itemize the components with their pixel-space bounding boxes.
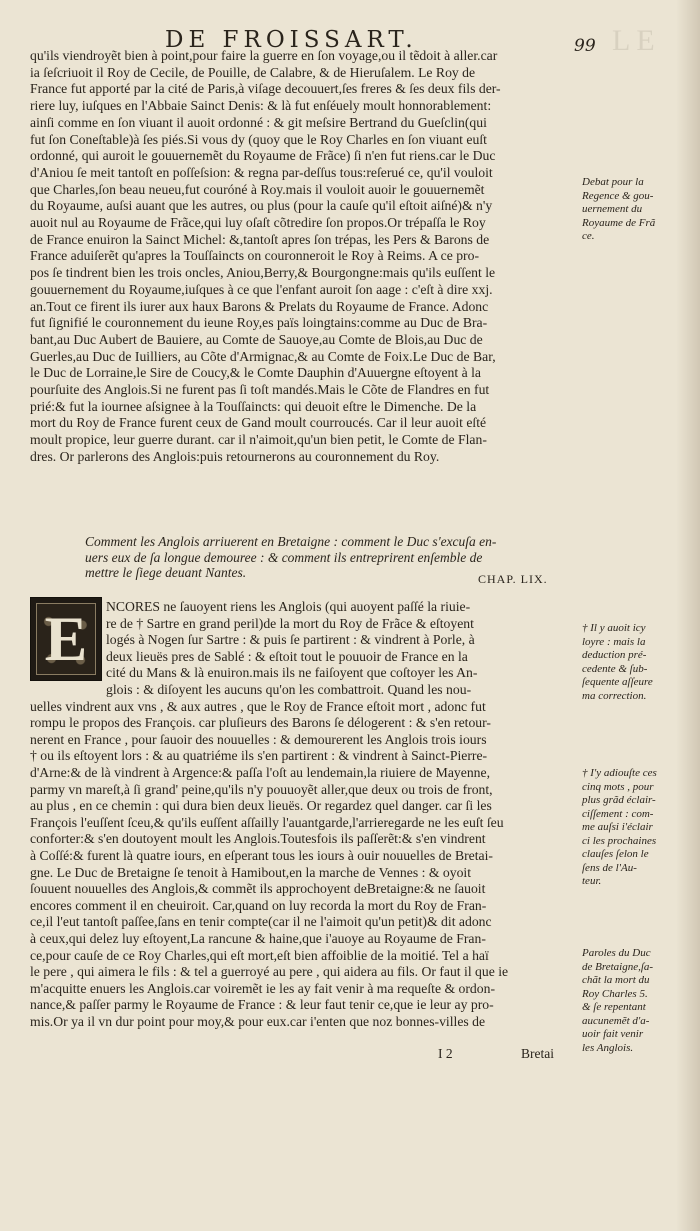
signature-mark: I 2 [438,1046,453,1061]
text-line: à Coſſé:& furent là quatre iours, en eſperant tous les iours à ouir nouuelles de Bretai- [30,848,493,863]
text-line: France aduiſerẽt qu'apres la Touſſaincts on couronneroit le Roy à Reims. A ce pro- [30,248,480,264]
text-line: riere luy, iuſques en l'Abbaie Sainct Denis: & là fut enſéuely moult honnorablement: [30,98,492,114]
text-line: ſouuent nouuelles des Anglois,& commẽt ils approchoyent deBretaigne:& ne ſauoit [30,881,486,897]
side-note-line: uoir fait venir [582,1028,644,1040]
text-line: re de † Sartre en grand peril)de la mort du Roy de Frãce & eſtoyent [106,615,474,631]
side-note-line: † I'y adiouſte ces [582,767,657,779]
running-header: DE FROISSART. [165,27,418,53]
decorated-initial [30,597,102,681]
text-line: au plus , en ce chemin : qui dura bien deux lieuës. Or regardez quel danger. car ſi les [30,798,492,814]
text-line: fut ſon Coneſtable)à ſes piés.Si vous dy (quoy que le Roy Charles en ſon viuant euſt [30,131,487,147]
text-line: rompu le propos des François. car pluſieurs des Barons ſe délogerent : & s'en retour- [30,715,491,731]
side-note-line: cinq mots , pour [582,780,654,793]
text-line: moult propice, leur guerre durant. car il n'aimoit,qu'un bien petit, le Comte de Flan- [30,432,487,448]
side-note-line: Roy Charles 5. [582,987,648,1000]
text-line: an.Tout ce firent ils iurer aux haux Barons & Prelats du Royaume de France. Adonc [30,298,489,314]
text-line: le Duc de Lorraine,le Sire de Coucy,& le Comte Dauphin d'Auuergne eſtoyent à la [30,365,481,381]
side-note-line: Paroles du Duc [582,947,651,959]
text-line: nance,& paſſer parmy le Royaume de France : & leur faut tenir ce,que ie leur ay pro- [30,997,494,1013]
text-line: qu'ils viendroyẽt bien à point,pour faire la guerre en ſon voyage,ou il tẽdoit à aller.car [30,48,498,63]
text-line: pos ſe tindrent bien les trois oncles, Aniou,Berry,& Bourgongne:mais qu'ils euſſent le [30,265,496,281]
text-line: ordonné, qui auroit le gouuernemẽt du Royaume de Frãce) ſi n'en fut riens.car le Duc [30,148,496,164]
text-line: logés à Nogen ſur Sartre : & puis ſe partirent : & vindrent à Porle, à [106,632,475,648]
side-note-line: de Bretaigne,ſa- [582,960,654,973]
text-line: parmy vn mareſt,à ſi grand' peine,qu'ils n'y pouuoyẽt aller,que deux ou trois de front, [30,781,493,797]
side-note-line: & ſe repentant [582,1001,646,1013]
text-line: pourſuite des Anglois.Si ne furent pas ſi toſt mandés.Mais le Cõte de Flandres en fut [30,382,490,397]
side-note-line: teur. [582,875,602,887]
initial-letter: E [44,603,88,674]
text-line: bant,au Duc Aubert de Bauiere, au Comte de Sauoye,au Comte de Blois,au Duc de [30,331,483,347]
side-note-line: Regence & gou- [582,189,654,202]
side-note-line: cedente & ſub- [582,662,648,675]
text-line: nerent en France , pour ſauoir des nouuelles : & demourerent les Anglois trois iours [30,731,487,747]
side-note [582,622,686,703]
text-line: ia ſeſcriuoit il Roy de Cecile, de Pouille, de Calabre, & de Hieruſalem. Le Roy de [30,64,476,80]
text-line: mis.Or ya il vn dur point pour moy,& pour eux.car i'enten que noz bonnes-villes de [30,1014,486,1029]
text-line: François l'euſſent ſceu,& qu'ils euſſent aſſailly l'auantgarde,l'arrieregarde ne les euſt ſeu [30,814,504,830]
text-line: † ou ils eſtoyent lors : & au quatriéme ils s'en partirent : & vindrent à Sainct-Pierre- [30,748,488,764]
side-note-line: les Anglois. [582,1041,634,1054]
side-note-line: plus grãd éclair- [582,794,656,806]
side-note-line: ce. [582,230,595,242]
text-line: d'Arne:& de là vindrent à Argence:& paſſa l'oſt au lendemain,la riuiere de Mayenne, [30,765,491,780]
text-line: d'Aniou ſe meit tantoſt en poſſeſsion: & regna par-deſſus tous:reſerué ce, qu'il vouloit [30,164,493,180]
side-note-line: deduction pré- [582,649,647,661]
text-line: Guerles,au Duc de Iuilliers, au Cõte d'Armignac,& au Comte de Foix.Le Duc de Bar, [30,348,496,364]
text-line: France fut apporté par la cité de Paris,à viſage decouuert,ſes freres & ſes deux fils der- [30,81,501,97]
show-through-text: LE [612,24,661,57]
text-line: que Charles,ſon beau neueu,fut couróné à Roy.mais il vouloit auoir le gouuernemẽt [30,181,485,197]
catchword: Bretai [521,1046,554,1061]
text-line: encores comment il en cheuiroit. Car,quand on luy recorda la mort du Roy de Fran- [30,897,487,913]
side-note-line: loyre : mais la [582,635,646,648]
side-note-line: me auſsi i'éclair [582,821,653,833]
text-line: ainſi comme en ſon viuant il auoit ordonné : & git meſsire Bertrand du Gueſclin(qui [30,114,487,130]
text-line: de France enuiron la Sainct Michel: &,tantoſt apres ſon trépas, les Pers & Barons de [30,231,490,247]
text-line: deux lieuës pres de Sablé : & eſtoit tout le pouuoir de France en la [106,648,468,664]
side-note [582,767,686,889]
side-note-line: ciſſement : com- [582,807,654,820]
side-note-line: chãt la mort du [582,974,650,986]
text-line: Comment les Anglois arriuerent en Bretaigne : comment le Duc s'excuſa en- [85,534,497,549]
text-line: fut ſignifié le couronnement du ieune Roy,es païs loingtains:comme au Duc de Bra- [30,315,488,331]
text-line: NCORES ne ſauoyent riens les Anglois (qui auoyent paſſé la riuie- [106,599,471,614]
side-note-line: Debat pour la [582,176,644,188]
side-note-line: clauſes ſelon le [582,848,649,860]
side-note-line: ma correction. [582,689,647,702]
chapter-number: CHAP. LIX. [478,572,548,586]
text-line: mort du Roy de France furent ceux de Gand moult courroucés. Car il leur auoit eſté [30,415,487,431]
text-line: dres. Or parlerons des Anglois:puis retournerons au couronnement du Roy. [30,448,440,464]
text-line: mettre le ſiege deuant Nantes. [85,565,247,580]
side-note [582,947,686,1055]
text-line: prié:& fut la iournee aſsignee à la Touſſaincts: qui deuoit eſtre le Dimenche. De la [30,398,477,414]
text-line: gouuernement du Royaume,iuſques à ce que l'enfant auroit ſon aage : c'eſt à dire xxj. [30,281,493,297]
text-line: ce,il l'eut tantoſt paſſee,ſans en tenir compte(car il ne l'aimoit qu'un petit)& dit adonc [30,914,492,930]
side-note-line: † Il y auoit icy [582,622,646,634]
text-line: à ceux,qui delez luy eſtoyent,La rancune & haine,que i'auoye au Royaume de Fran- [30,931,486,946]
text-line: gne. Le Duc de Bretaigne ſe tenoit à Hamibout,en la marche de Vennes : & oyoit [30,864,472,880]
text-line: m'acquitte enuers les Anglois.car voiremẽt ie les ay fait venir à ma requeſte & ordon- [30,980,496,996]
side-note-line: ſequente aſſeure [582,676,653,688]
side-note-line: ci les prochaines [582,834,657,847]
text-line: cité du Mans & là enuiron.mais ils ne faiſoyent que coſtoyer les An- [106,665,478,681]
text-line: le pere , qui aimera le fils : & tel a guerroyé au pere , qui aidera au fils. Or faut il que ie [30,964,509,980]
text-line: uers eux de ſa longue demouree : & comment ils entreprirent enſemble de [85,549,483,565]
side-note-line: aucunemẽt d'a- [582,1014,650,1027]
text-line: uelles vindrent aux vns , & aux autres , que le Roy de France eſtoit mort , adonc fut [30,698,486,714]
text-line: glois : & diſoyent les aucuns qu'on les combattroit. Quand les nou- [106,682,472,697]
page-number: 99 [574,36,596,56]
text-line: du Royaume, auſsi auant que les autres, ou plus (pour la cauſe qu'il eſtoit aiſné)& n'y [30,198,493,214]
side-note-line: ſens de l'Au- [582,861,637,874]
side-note [582,176,686,244]
text-line: ce,pour cauſe de ce Roy Charles,qui eſt mort,eſt bien affoiblie de la moitié. Tel a haï [30,947,489,963]
side-note-line: Royaume de Frã [582,216,656,229]
text-line: auoit nul au Royaume de Frãce,qui luy oſaſt cõtredire ſon propos.Or trépaſſa le Roy [30,215,486,230]
text-line: conforter:& s'en doutoyent moult les Anglois.Toutesfois ils paſſerẽt:& s'en vindrent [30,831,486,847]
side-note-line: uernement du [582,203,643,215]
